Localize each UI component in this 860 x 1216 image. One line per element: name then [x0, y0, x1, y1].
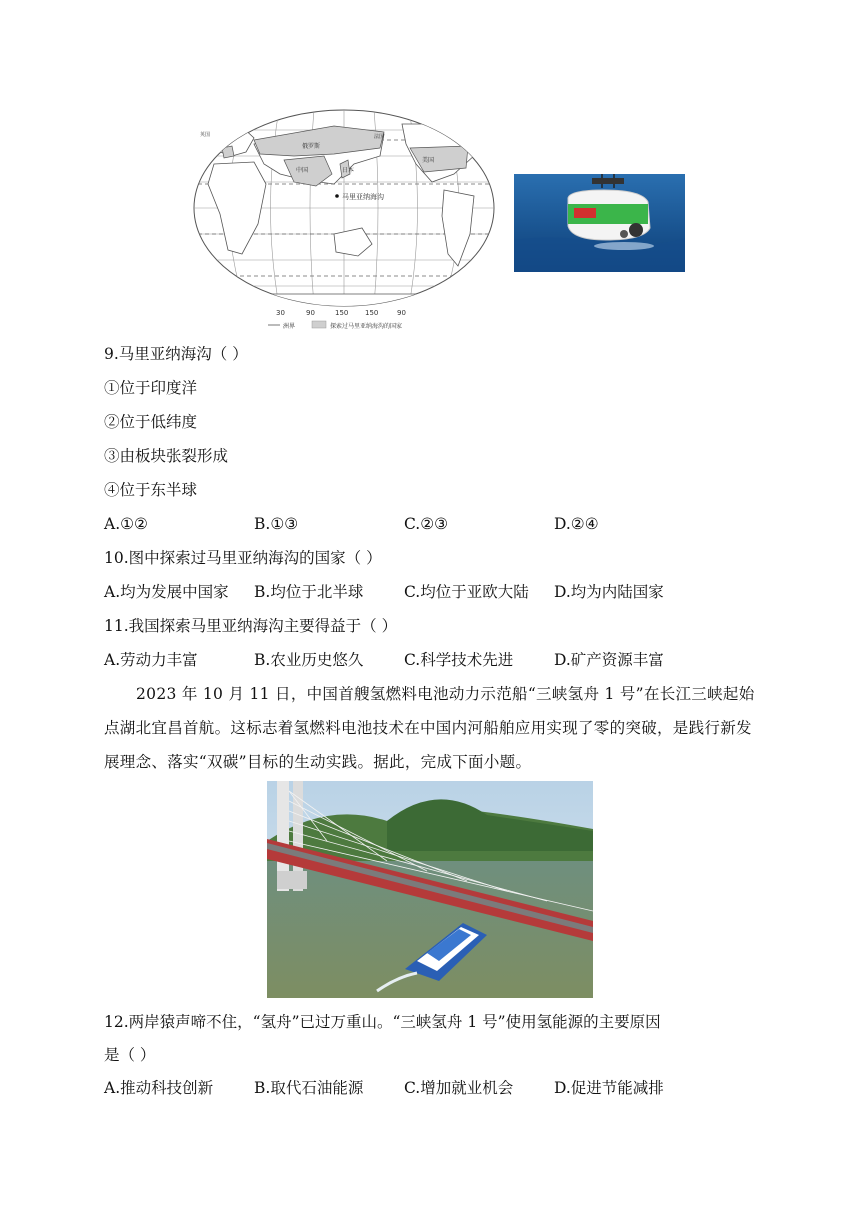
q9-statement-3: ③由板块张裂形成: [104, 447, 229, 465]
lon-tick: 150: [365, 309, 379, 317]
q11-option-a[interactable]: A.劳动力丰富: [104, 651, 198, 669]
map-label-russia: 俄罗斯: [302, 143, 321, 150]
uk-shape: [210, 136, 219, 148]
lon-tick: 90: [397, 309, 406, 317]
q10-option-a[interactable]: A.均为发展中国家: [104, 583, 229, 601]
legend-boundary-label: 洲界: [283, 323, 296, 330]
ship-bridge-photo: [267, 781, 593, 998]
legend-country-swatch: [312, 321, 326, 328]
lon-tick: 90: [306, 309, 315, 317]
q9-option-c[interactable]: C.②③: [404, 515, 449, 533]
q12-stem-line1: 12.两岸猿声啼不住，“氢舟”已过万重山。“三峡氢舟 1 号”使用氢能源的主要原因: [104, 1013, 661, 1031]
q11-option-b[interactable]: B.农业历史悠久: [254, 651, 364, 669]
map-label-china: 中国: [296, 167, 309, 174]
map-content: [184, 110, 504, 314]
q9-statement-2: ②位于低纬度: [104, 413, 198, 431]
france-shape: [222, 146, 234, 158]
lon-tick: 150: [335, 309, 349, 317]
map-label-trench: 马里亚纳海沟: [342, 193, 384, 201]
map-label-usa: 美国: [422, 157, 435, 164]
q11-option-c[interactable]: C.科学技术先进: [404, 651, 514, 669]
map-label-france: 法国: [374, 134, 385, 140]
world-map: [184, 104, 504, 336]
q9-option-b[interactable]: B.①③: [254, 515, 299, 533]
q10-option-d[interactable]: D.均为内陆国家: [554, 583, 664, 601]
q12-option-b[interactable]: B.取代石油能源: [254, 1079, 364, 1097]
q9-option-d[interactable]: D.②④: [554, 515, 599, 533]
q12-option-d[interactable]: D.促进节能减排: [554, 1079, 664, 1097]
q12-option-a[interactable]: A.推动科技创新: [104, 1079, 214, 1097]
q9-statement-4: ④位于东半球: [104, 481, 198, 499]
q11-option-d[interactable]: D.矿产资源丰富: [554, 651, 664, 669]
lon-tick: 30: [276, 309, 285, 317]
q10-option-c[interactable]: C.均位于亚欧大陆: [404, 583, 529, 601]
q10-stem: 10.图中探索过马里亚纳海沟的国家（ ）: [104, 549, 382, 567]
map-label-uk: 英国: [200, 132, 211, 138]
trench-marker: [335, 194, 339, 198]
q9-stem: 9.马里亚纳海沟（ ）: [104, 345, 248, 363]
submersible-photo: [514, 174, 685, 272]
q12-stem-line2: 是（ ）: [104, 1046, 156, 1064]
map-label-japan: 日本: [342, 167, 355, 174]
reading-passage: 2023 年 10 月 11 日，中国首艘氢燃料电池动力示范船“三峡氢舟 1 号”在长江三峡起始点湖北宜昌首航。这标志着氢燃料电池技术在中国内河船舶应用实现了零的突破，是践行新发展理念、落实“双碳”目标的生动实践。据此，完成下面小题。: [104, 685, 755, 771]
q9-statement-1: ①位于印度洋: [104, 379, 198, 397]
legend-country-label: 探索过马里亚纳海沟的国家: [330, 323, 403, 330]
q9-option-a[interactable]: A.①②: [104, 515, 148, 533]
q12-option-c[interactable]: C.增加就业机会: [404, 1079, 514, 1097]
q10-option-b[interactable]: B.均位于北半球: [254, 583, 364, 601]
q11-stem: 11.我国探索马里亚纳海沟主要得益于（ ）: [104, 617, 398, 635]
